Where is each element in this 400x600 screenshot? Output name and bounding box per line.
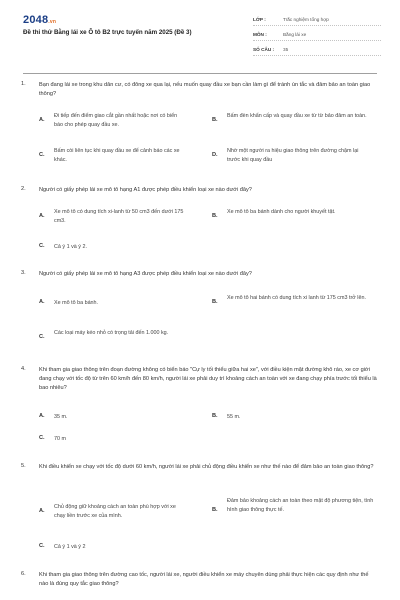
option-text: Bấm còi liên tục khi quay đầu xe để cảnh báo các xe khác.: [54, 148, 180, 163]
question-number: 1.: [21, 81, 26, 87]
meta-subject: [253, 29, 381, 41]
option-3b[interactable]: [212, 294, 377, 305]
option-text: Xe mô tô có dung tích xi-lanh từ 50 cm3 đến dưới 175 cm3.: [54, 209, 184, 224]
question-number: 2.: [21, 186, 26, 192]
option-letter: B.: [212, 213, 218, 219]
option-letter: D.: [212, 152, 218, 158]
question-text: Khi điều khiển xe chạy với tốc độ dưới 60 km/h, người lái xe phải chủ động điều khiển xe như thế nào để đảm bảo an toàn giao thông?: [39, 464, 374, 470]
option-1d[interactable]: [212, 147, 377, 165]
option-text: Chủ động giữ khoảng cách an toàn phù hợp với xe chạy liền trước xe của mình.: [54, 504, 176, 519]
logo-sub: .vn: [48, 19, 57, 25]
option-1a[interactable]: [39, 112, 209, 130]
meta-value: 35: [283, 47, 289, 52]
meta-value: Bằng lái xe: [283, 32, 307, 37]
option-5c[interactable]: [39, 543, 209, 552]
option-2b[interactable]: [212, 208, 377, 219]
meta-value: Trắc nghiệm tổng hợp: [283, 17, 329, 22]
option-letter: A.: [39, 213, 45, 219]
option-4c[interactable]: [39, 435, 209, 444]
question-number: 5.: [21, 463, 26, 469]
option-text: Đảm bảo khoảng cách an toàn theo mật độ phương tiện, tình hình giao thông thực tế.: [227, 498, 374, 513]
exam-header: [0, 0, 400, 62]
question-text: Người có giấy phép lái xe mô tô hạng A1 được phép điều khiển loại xe nào dưới đây?: [39, 187, 252, 193]
option-letter: B.: [212, 117, 218, 123]
option-text: 35 m.: [54, 414, 68, 420]
option-text: 70 m: [54, 436, 66, 442]
option-text: Đi tiếp đến điểm giao cắt gần nhất hoặc nơi có biển báo cho phép quay đầu xe.: [54, 113, 178, 128]
logo-main: 2048: [23, 14, 49, 26]
question-text: Khi tham gia giao thông trên đoạn đường không có biển báo "Cự ly tối thiểu giữa hai xe", với điều kiện mặt đường khô ráo, xe cơ giới đang chạy với tốc độ từ trên 60 km/h đến 80 km/h, người lái xe phải duy trì khoảng cách an toàn với xe đang chạy phía trước tối thiểu là bao nhiêu?: [39, 367, 377, 391]
meta-count: [253, 44, 381, 56]
option-1c[interactable]: [39, 147, 209, 165]
exam-title: Đề thi thử Bằng lái xe Ô tô B2 trực tuyến năm 2025 (Đề 3): [23, 29, 192, 36]
option-text: Xe mô tô hai bánh có dung tích xi lanh từ 175 cm3 trở lên.: [227, 295, 366, 301]
question-number: 6.: [21, 571, 26, 577]
meta-label: SỐ CÂU :: [253, 47, 275, 52]
question-number: 4.: [21, 366, 26, 372]
option-text: Cả ý 1 và ý 2: [54, 544, 86, 550]
option-text: Nhờ một người ra hiệu giao thông trên đường chậm lại trước khi quay đầu: [227, 148, 359, 163]
option-letter: A.: [39, 117, 45, 123]
option-1b[interactable]: [212, 112, 377, 123]
question-number: 3.: [21, 270, 26, 276]
option-letter: C.: [39, 334, 45, 340]
option-letter: B.: [212, 507, 218, 513]
option-4b[interactable]: [212, 413, 377, 422]
option-letter: A.: [39, 299, 45, 305]
meta-label: MÔN :: [253, 32, 267, 37]
option-letter: C.: [39, 543, 45, 549]
option-text: Xe mô tô ba bánh dành cho người khuyết tật.: [227, 209, 336, 215]
option-text: Cả ý 1 và ý 2.: [54, 244, 87, 250]
option-letter: A.: [39, 508, 45, 514]
header-divider: [23, 73, 377, 74]
option-letter: B.: [212, 413, 218, 419]
question-text: Khi tham gia giao thông trên đường cao tốc, người lái xe, người điều khiển xe máy chuyên dùng phải thực hiện các quy định như thế nào là đúng quy tắc giao thông?: [39, 572, 369, 587]
option-letter: B.: [212, 299, 218, 305]
option-letter: C.: [39, 435, 45, 441]
question-text: Bạn đang lái xe trong khu dân cư, có đông xe qua lại, nếu muốn quay đầu xe bạn cần làm gì để tránh ùn tắc và đảm bảo an toàn giao thông?: [39, 82, 371, 97]
option-text: Bấm đèn khẩn cấp và quay đầu xe từ từ bảo đảm an toàn.: [227, 113, 367, 119]
option-letter: A.: [39, 413, 45, 419]
option-5a[interactable]: [39, 503, 209, 521]
option-letter: C.: [39, 243, 45, 249]
option-4a[interactable]: [39, 413, 209, 422]
exam-meta: [253, 14, 381, 59]
option-2c[interactable]: [39, 243, 209, 252]
question-text: Người có giấy phép lái xe mô tô hạng A3 được phép điều khiển loại xe nào dưới đây?: [39, 271, 252, 277]
option-5b[interactable]: [212, 497, 377, 515]
site-logo[interactable]: [23, 14, 56, 26]
option-3c[interactable]: [39, 329, 209, 340]
option-text: Các loại máy kéo nhỏ có trọng tải đến 1.000 kg.: [54, 330, 169, 336]
option-2a[interactable]: [39, 208, 209, 226]
option-text: Xe mô tô ba bánh.: [54, 300, 99, 306]
option-letter: C.: [39, 152, 45, 158]
option-3a[interactable]: [39, 299, 209, 308]
meta-label: LỚP :: [253, 17, 266, 22]
option-text: 55 m.: [227, 414, 241, 420]
meta-class: [253, 14, 381, 26]
